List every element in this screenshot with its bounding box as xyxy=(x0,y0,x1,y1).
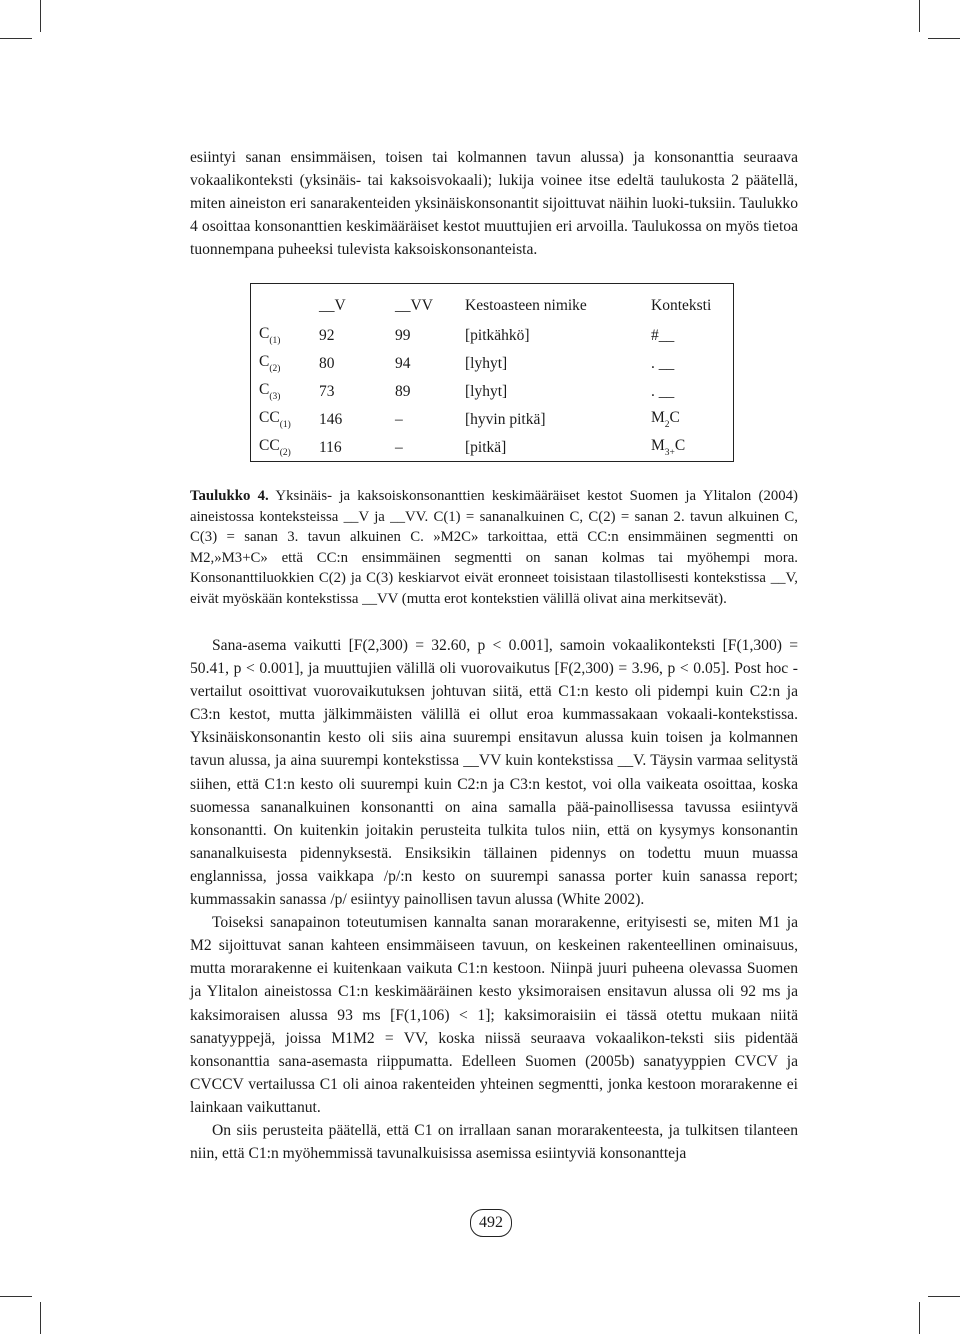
crop-mark xyxy=(919,1302,920,1334)
cell-context: . __ xyxy=(651,382,675,400)
crop-mark xyxy=(919,0,920,32)
table-header-row xyxy=(251,284,734,322)
cell-v: 80 xyxy=(319,354,335,372)
cell-context: $M_2C$ xyxy=(651,409,680,430)
cell-vv: 94 xyxy=(395,354,411,372)
crop-mark xyxy=(928,1296,960,1297)
table-row xyxy=(251,321,734,349)
caption-text: Yksinäis- ja kaksoiskonsonanttien keskimääräiset kestot Suomen ja Ylitalon (2004) aineistossa konteksteissa __V ja __VV. C(1) = sananalkuinen C, C(2) = sanan 2. tavun alkuinen C, C(3) = sanan 3. tavun alkuinen C. »M2C» tarkoittaa, että CC:n ensimmäinen segmentti on M2,»M3+C» että CC:n ensimmäinen segmentti on sanan kolmas tai myöhempi mora. Konsonanttiluokkien C(2) ja C(3) keskiarvot eivät eronneet toisistaan tilastollisesti kontekstissa __V, eivät myöskään kontekstissa __VV (mutta erot kontekstien välillä olivat aina merkitsevät). xyxy=(190,488,798,607)
table-row xyxy=(251,433,734,462)
cell-name: [lyhyt] xyxy=(465,382,508,400)
col-header-context: Konteksti xyxy=(651,296,712,314)
cell-name: [lyhyt] xyxy=(465,354,508,372)
cell-vv: 89 xyxy=(395,382,411,400)
crop-mark xyxy=(40,1302,41,1334)
duration-table xyxy=(250,283,734,462)
cell-v: 146 xyxy=(319,410,343,428)
cell-context: . __ xyxy=(651,354,675,372)
crop-mark xyxy=(0,38,32,39)
cell-context: $M_{3+}C$ xyxy=(651,437,686,458)
caption-label: Taulukko 4. xyxy=(190,488,269,504)
col-header-v: __V xyxy=(319,296,346,314)
table-caption xyxy=(190,486,798,609)
row-label: $C_{(3)}$ xyxy=(259,381,281,402)
cell-context: #__ xyxy=(651,326,675,344)
body-paragraph: Toiseksi sanapainon toteutumisen kannalta sanan morarakenne, erityisesti se, miten M1 ja M2 sijoittuvat sanan kahteen ensimmäiseen tavuun, on keskeinen rakenteellinen ominaisuus, mutta morarakenne ei kuitenkaan vaikuta C1:n kestoon. Niinpä juuri puheena olevassa Suomen ja Ylitalon aineistossa C1:n keskimääräinen kesto yksimoraisen ensitavun alussa oli 92 ms ja kaksimoraisen alussa 93 ms [F(1,106) < 1]; kaksimoraisiin ei tässä otettu mukaan niitä sanatyyppejä, joissa M1M2 = VV, koska niissä seuraava vokaalikon-teksti siis pidentää konsonanttia sana-asemasta riippumatta. Edelleen Suomen (2005b) sanatyyppien CVCV ja CVCCV vertailussa C1 oli ainoa rakenteiden yhteinen segmentti, jonka kestoon morarakenne ei lainkaan vaikuttanut. xyxy=(190,914,798,1116)
body-text xyxy=(190,634,798,1165)
col-header-vv: __VV xyxy=(395,296,433,314)
body-paragraph: Sana-asema vaikutti [F(2,300) = 32.60, p < 0.001], samoin vokaalikonteksti [F(1,300) = 50.41, p < 0.001], ja muuttujien välillä oli vuorovaikutus [F(2,300) = 3.96, p < 0.05]. Post hoc -vertailut osoittivat vuorovaikutuksen johtuvan siitä, että C1:n kesto oli pidempi kuin C2:n ja C3:n kestot, mutta jälkimmäisten välillä ei ollut eroa kummassakaan vokaali-kontekstissa. Yksinäiskonsonantin kesto oli siis aina suurempi ensitavun alussa kuin toisen ja kolmannen tavun alussa, ja aina suurempi kontekstissa __VV kuin kontekstissa __V. Täysin varmaa selitystä siihen, että C1:n kesto oli suurempi kuin C2:n ja C3:n kestot, voi olla vaikeata osoittaa, koska suomessa sananalkuinen konsonantti on aina samalla pää-painollisessa tavussa esiintyvä konsonantti. On kuitenkin joitakin perusteita tulkita tulos niin, että on kysymys konsonantin sananalkuisesta pidennyksestä. Ensiksikin tällainen pidennys on todettu muun muassa englannissa, jossa vaikkapa /p/:n kesto on suurempi sanassa porter kuin sanassa report; kummassakin sanassa /p/ esiintyy painollisen tavun alussa (White 2002). xyxy=(190,637,798,909)
intro-paragraph: esiintyi sanan ensimmäisen, toisen tai kolmannen tavun alussa) ja konsonanttia seuraava vokaalikonteksti (yksinäis- tai kaksoisvokaali); lukija voinee itse edeltä taulukosta 2 päätellä, miten aineiston eri sanarakenteiden yksinäiskonsonantit sijoittuvat näihin luoki-tuksiin. Taulukko 4 osoittaa konsonanttien keskimääräiset kestot muuttujien eri arvoilla. Taulukossa on myös tietoa tuonnempana puheeksi tulevista kaksoiskonsonanteista. xyxy=(190,149,798,258)
crop-mark xyxy=(928,38,960,39)
crop-mark xyxy=(40,0,41,32)
row-label: $C_{(1)}$ xyxy=(259,325,281,346)
cell-name: [pitkähkö] xyxy=(465,326,530,344)
table-row xyxy=(251,405,734,433)
row-label: $CC_{(2)}$ xyxy=(259,437,291,458)
table-row xyxy=(251,349,734,377)
row-label: $C_{(2)}$ xyxy=(259,353,281,374)
row-label: $CC_{(1)}$ xyxy=(259,409,291,430)
crop-mark xyxy=(0,1296,32,1297)
cell-v: 92 xyxy=(319,326,335,344)
page-number: 492 xyxy=(470,1209,512,1237)
cell-vv: – xyxy=(395,438,403,456)
cell-name: [pitkä] xyxy=(465,438,507,456)
col-header-name: Kestoasteen nimike xyxy=(465,296,587,314)
cell-v: 73 xyxy=(319,382,335,400)
cell-name: [hyvin pitkä] xyxy=(465,410,546,428)
body-paragraph: On siis perusteita päätellä, että C1 on irrallaan sanan morarakenteesta, ja tulkitsen tilanteen niin, että C1:n myöhemmissä tavunalkuisissa asemissa esiintyviä konsonantteja xyxy=(190,1121,798,1163)
page-content xyxy=(190,146,798,1165)
cell-vv: 99 xyxy=(395,326,411,344)
cell-v: 116 xyxy=(319,438,342,456)
table-row xyxy=(251,377,734,405)
cell-vv: – xyxy=(395,410,403,428)
